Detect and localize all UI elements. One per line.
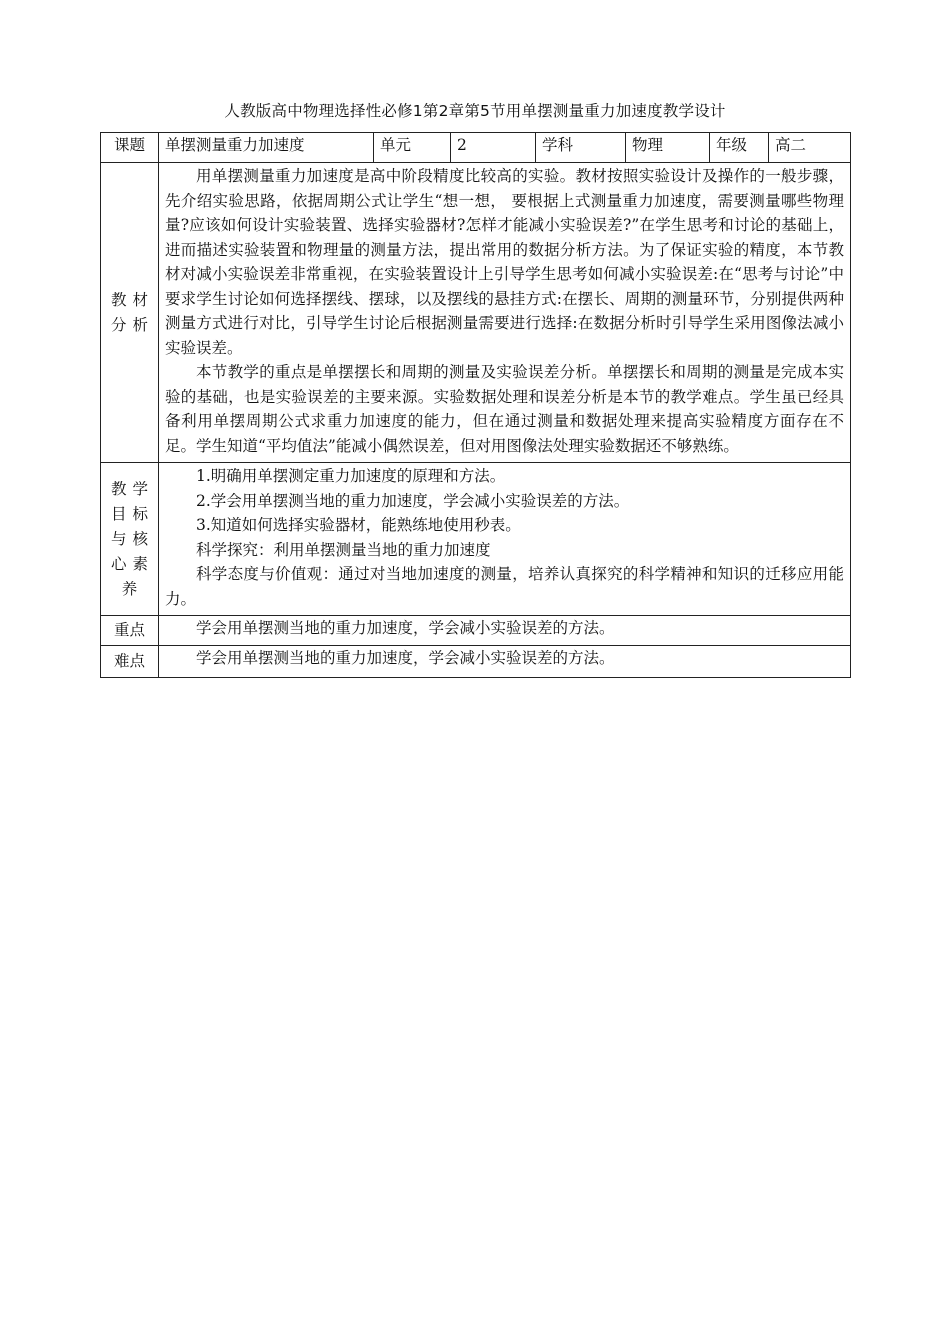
objectives-label: [101, 463, 159, 616]
key-point-label: 重点: [101, 616, 159, 646]
analysis-label: [101, 163, 159, 463]
analysis-label-line: 教 材: [111, 290, 148, 309]
subject-value: 物理: [626, 133, 710, 163]
key-point-text: 学会用单摆测当地的重力加速度，学会减小实验误差的方法。: [196, 619, 615, 637]
analysis-row: [101, 163, 851, 463]
key-point-content: [159, 616, 851, 646]
document-title: 人教版高中物理选择性必修1第2章第5节用单摆测量重力加速度教学设计: [224, 102, 726, 120]
subject-label: 学科: [536, 133, 626, 163]
objective-item: 科学探究：利用单摆测量当地的重力加速度: [196, 540, 491, 559]
objectives-label-line: 目 标: [111, 504, 148, 523]
header-row: [101, 133, 851, 163]
objective-item: 2.学会用单摆测当地的重力加速度，学会减小实验误差的方法。: [196, 491, 630, 510]
difficulty-label: 难点: [101, 646, 159, 678]
grade-label: 年级: [710, 133, 769, 163]
topic-value: 单摆测量重力加速度: [159, 133, 374, 163]
topic-label: 课题: [101, 133, 159, 163]
key-point-row: [101, 616, 851, 646]
difficulty-row: [101, 646, 851, 678]
objective-item: 科学态度与价值观：通过对当地加速度的测量，培养认真探究的科学精神和知识的迁移应用能力。: [165, 565, 844, 608]
unit-label: 单元: [374, 133, 451, 163]
analysis-paragraph: 用单摆测量重力加速度是高中阶段精度比较高的实验。教材按照实验设计及操作的一般步骤，先介绍实验思路，依据周期公式让学生“想一想， 要根据上式测量重力加速度，需要测量哪些物理量?应该如何设计实验装置、选择实验器材?怎样才能减小实验误差?”在学生思考和讨论的基础上，进而描述实验装置和物理量的测量方法，提出常用的数据分析方法。为了保证实验的精度，本节教材对减小实验误差非常重视，在实验装置设计上引导学生思考如何减小实验误差:在“思考与讨论”中要求学生讨论如何选择摆线、摆球，以及摆线的悬挂方式:在摆长、周期的测量环节，分别提供两种测量方式进行对比，引导学生讨论后根据测量需要进行选择:在数据分析时引导学生采用图像法减小实验误差。: [165, 167, 844, 357]
objectives-content: [159, 463, 851, 616]
objectives-label-line: 心 素: [111, 554, 148, 573]
analysis-paragraph: 本节教学的重点是单摆摆长和周期的测量及实验误差分析。单摆摆长和周期的测量是完成本实验的基础，也是实验误差的主要来源。实验数据处理和误差分析是本节的教学难点。学生虽已经具备利用单摆周期公式求重力加速度的能力，但在通过测量和数据处理来提高实验精度方面存在不足。学生知道“平均值法”能减小偶然误差，但对用图像法处理实验数据还不够熟练。: [165, 363, 844, 455]
difficulty-content: [159, 646, 851, 678]
objectives-label-line: 教 学: [111, 479, 148, 498]
lesson-plan-table: [100, 132, 851, 678]
difficulty-text: 学会用单摆测当地的重力加速度，学会减小实验误差的方法。: [196, 649, 615, 667]
objectives-label-line: 与 核: [111, 529, 148, 548]
analysis-label-line: 分析: [111, 315, 148, 334]
unit-value: 2: [451, 133, 536, 163]
analysis-content: [159, 163, 851, 463]
objective-item: 1.明确用单摆测定重力加速度的原理和方法。: [196, 467, 506, 485]
objective-item: 3.知道如何选择实验器材，能熟练地使用秒表。: [196, 516, 521, 534]
grade-value: 高二: [769, 133, 851, 163]
objectives-row: [101, 463, 851, 616]
objectives-label-line: 养: [121, 579, 138, 598]
